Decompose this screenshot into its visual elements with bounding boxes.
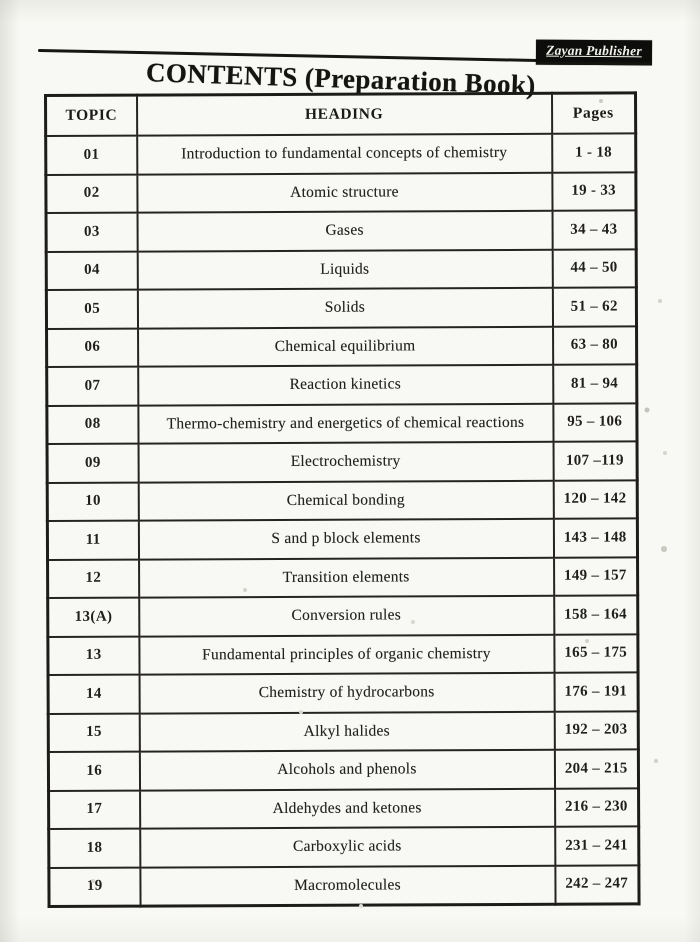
topic-cell: 17 (49, 790, 140, 829)
pages-cell: 176 – 191 (554, 672, 638, 711)
heading-cell: Fundamental principles of organic chemistry (139, 634, 554, 674)
column-header-pages: Pages (552, 93, 636, 134)
table-row (48, 672, 638, 713)
table-row (48, 749, 638, 790)
scan-specks (0, 0, 2, 2)
topic-cell: 07 (47, 367, 138, 406)
topic-cell: 11 (47, 521, 138, 560)
topic-cell: 16 (48, 752, 139, 791)
pages-cell: 158 – 164 (554, 595, 638, 634)
pages-cell: 204 – 215 (554, 749, 638, 788)
topic-cell: 15 (48, 713, 139, 752)
pages-cell: 242 – 247 (555, 865, 639, 904)
topic-cell: 06 (47, 328, 138, 367)
pages-cell: 63 – 80 (553, 326, 637, 365)
table-row (47, 364, 637, 405)
pages-cell: 44 – 50 (552, 249, 636, 288)
heading-cell: Solids (137, 288, 552, 328)
topic-cell: 10 (47, 482, 138, 521)
publisher-badge (536, 40, 652, 66)
table-row (48, 557, 638, 598)
table-header-row (46, 93, 636, 136)
column-header-heading: HEADING (137, 93, 552, 135)
pages-cell: 34 – 43 (552, 210, 636, 249)
table-row (46, 172, 636, 213)
topic-cell: 05 (46, 290, 137, 329)
topic-cell: 02 (46, 174, 137, 213)
table-row (47, 441, 637, 482)
table-row (46, 249, 636, 290)
column-header-topic: TOPIC (46, 95, 137, 136)
contents-table (44, 91, 641, 908)
heading-cell: Atomic structure (137, 172, 552, 212)
table-row (48, 595, 638, 636)
table-row (49, 788, 639, 829)
heading-cell: Conversion rules (139, 596, 554, 636)
pages-cell: 143 – 148 (553, 518, 637, 557)
pages-cell: 95 – 106 (553, 403, 637, 442)
heading-cell: Reaction kinetics (138, 365, 553, 405)
topic-cell: 09 (47, 444, 138, 483)
pages-cell: 81 – 94 (553, 364, 637, 403)
heading-cell: Chemical equilibrium (138, 326, 553, 366)
heading-cell: Chemistry of hydrocarbons (139, 673, 554, 713)
heading-cell: Liquids (137, 249, 552, 289)
page-title: CONTENTS (Preparation Book) (145, 57, 537, 101)
pages-cell: 107 –119 (553, 441, 637, 480)
table-row (46, 210, 636, 251)
heading-cell: Electrochemistry (138, 442, 553, 482)
pages-cell: 165 – 175 (554, 634, 638, 673)
heading-cell: Gases (137, 211, 552, 251)
publisher-badge-label: Zayan Publisher (546, 42, 642, 59)
heading-cell: Alkyl halides (139, 711, 554, 751)
topic-cell: 03 (46, 213, 137, 252)
topic-cell: 13(A) (48, 598, 139, 637)
pages-cell: 1 - 18 (552, 133, 636, 172)
topic-cell: 08 (47, 405, 138, 444)
table-row (49, 826, 639, 867)
pages-cell: 51 – 62 (552, 287, 636, 326)
table-row (46, 133, 636, 174)
heading-cell: Introduction to fundamental concepts of chemistry (137, 134, 552, 174)
pages-cell: 192 – 203 (554, 711, 638, 750)
heading-cell: Chemical bonding (138, 480, 553, 520)
table-row (48, 634, 638, 675)
pages-cell: 19 - 33 (552, 172, 636, 211)
topic-cell: 19 (49, 867, 140, 906)
topic-cell: 13 (48, 636, 139, 675)
topic-cell: 14 (48, 675, 139, 714)
heading-cell: Carboxylic acids (140, 827, 555, 867)
table-row (47, 518, 637, 559)
table-row (47, 326, 637, 367)
heading-cell: Alcohols and phenols (139, 750, 554, 790)
topic-cell: 04 (46, 251, 137, 290)
table-row (46, 287, 636, 328)
pages-cell: 216 – 230 (555, 788, 639, 827)
table-row (48, 711, 638, 752)
heading-cell: S and p block elements (138, 519, 553, 559)
topic-cell: 12 (48, 559, 139, 598)
table-row (49, 865, 639, 907)
table-row (47, 480, 637, 521)
heading-cell: Aldehydes and ketones (140, 788, 555, 828)
heading-cell: Transition elements (139, 557, 554, 597)
pages-cell: 149 – 157 (554, 557, 638, 596)
table-row (47, 403, 637, 444)
heading-cell: Thermo-chemistry and energetics of chemical reactions (138, 403, 553, 443)
topic-cell: 18 (49, 829, 140, 868)
heading-cell: Macromolecules (140, 865, 555, 906)
topic-cell: 01 (46, 136, 137, 175)
pages-cell: 120 – 142 (553, 480, 637, 519)
pages-cell: 231 – 241 (555, 826, 639, 865)
